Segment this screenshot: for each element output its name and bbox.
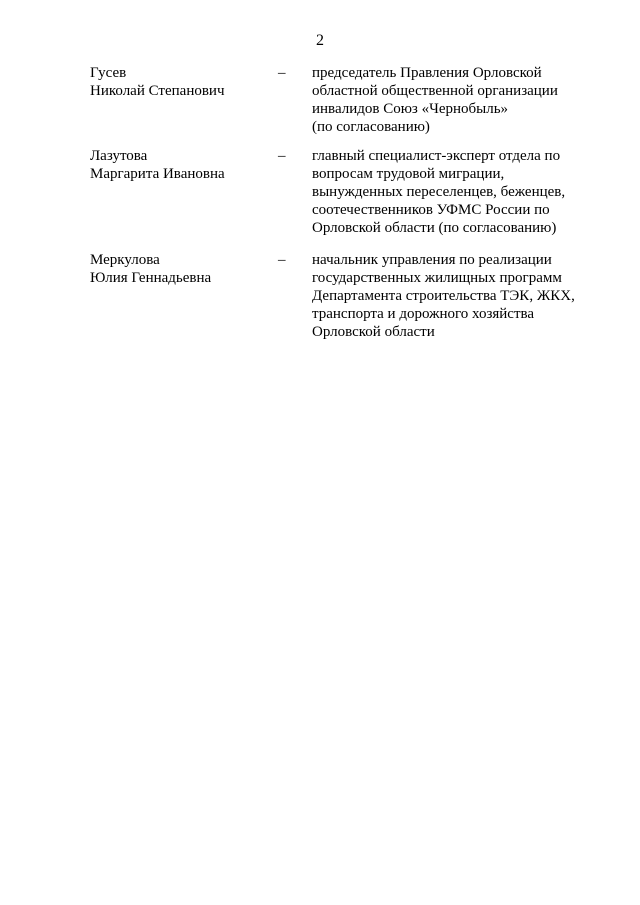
member-position (312, 251, 602, 341)
member-position (312, 147, 602, 237)
position-line: инвалидов Союз «Чернобыль» (312, 101, 509, 117)
position-line: главный специалист-эксперт отдела по (312, 148, 561, 164)
position-line: транспорта и дорожного хозяйства (312, 306, 535, 322)
member-position (312, 64, 602, 136)
position-line: (по согласованию) (312, 119, 430, 135)
position-line: государственных жилищных программ (312, 270, 562, 286)
position-line: Орловской области (312, 324, 435, 340)
position-line: начальник управления по реализации (312, 252, 552, 268)
page-number: 2 (316, 32, 324, 49)
position-line: областной общественной организации (312, 83, 558, 99)
position-line: Орловской области (по согласованию) (312, 220, 557, 236)
member-surname: Гусев (90, 65, 127, 81)
member-given-names: Маргарита Ивановна (90, 166, 225, 182)
separator-dash: – (278, 65, 286, 81)
separator-dash: – (278, 252, 286, 268)
position-line: вынужденных переселенцев, беженцев, (312, 184, 566, 200)
position-line: соотечественников УФМС России по (312, 202, 550, 218)
member-given-names: Николай Степанович (90, 83, 225, 99)
member-surname: Лазутова (90, 148, 148, 164)
position-line: председатель Правления Орловской (312, 65, 542, 81)
position-line: Департамента строительства ТЭК, ЖКХ, (312, 288, 575, 304)
member-name (90, 64, 270, 100)
member-name (90, 251, 270, 287)
position-line: вопросам трудовой миграции, (312, 166, 505, 182)
member-name (90, 147, 270, 183)
member-given-names: Юлия Геннадьевна (90, 270, 212, 286)
member-surname: Меркулова (90, 252, 160, 268)
separator-dash: – (278, 148, 286, 164)
